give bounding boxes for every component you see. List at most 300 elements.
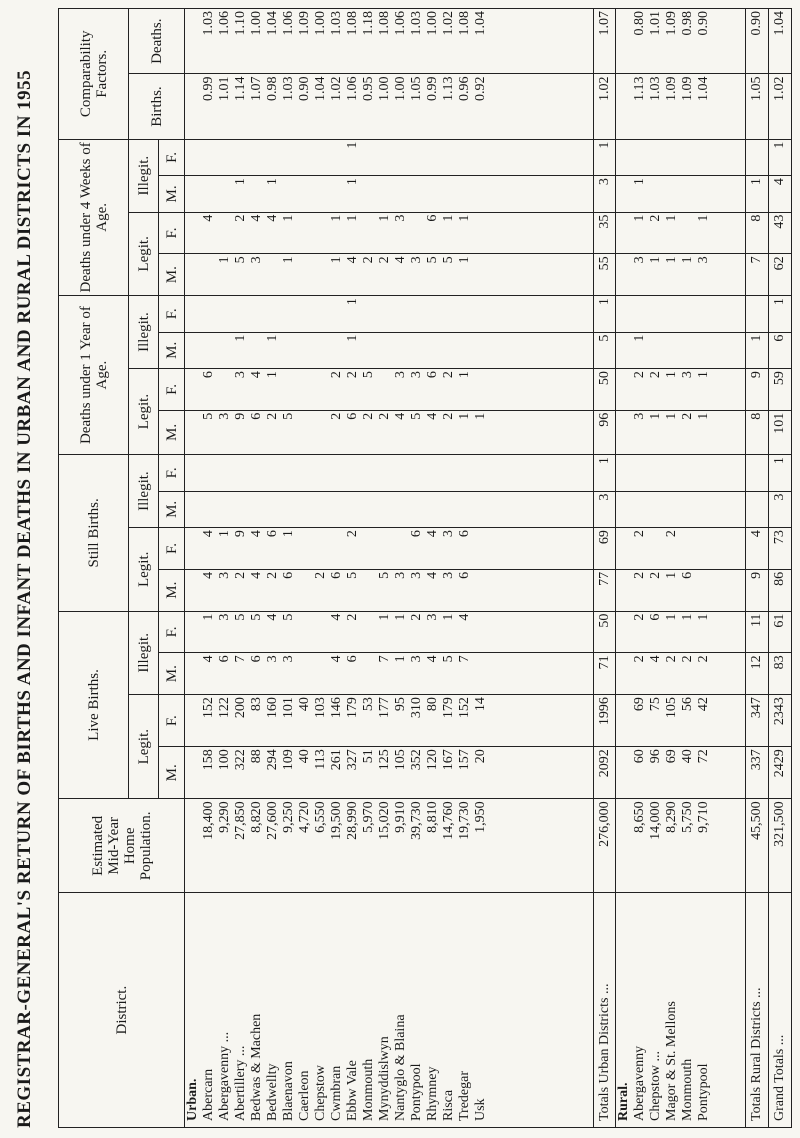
table-cell [265,142,281,174]
table-cell: 0.99 [425,76,440,101]
table-cell: 4 [201,530,216,538]
table-cell: 1.09 [680,76,696,101]
table-cell: 3 [441,530,456,538]
district-name: Bedwellty [265,1063,280,1121]
table-cell: 1.00 [249,11,264,36]
value-column [616,653,746,695]
urban-districts-block [185,9,594,1128]
table-cell: 5 [409,412,424,420]
table-cell: 7 [233,655,248,663]
header-live-births: Live Births. [59,611,129,799]
table-cell [680,142,696,174]
table-cell [297,413,313,452]
table-cell: 75 [648,697,664,712]
table-cell [297,371,313,408]
table-cell: 1 [345,214,360,222]
table-cell: 1 [329,214,344,222]
table-cell [632,457,648,489]
table-cell: 2 [680,655,696,663]
totals-cell: 1.05 [746,74,769,139]
table-cell: 19,730 [457,801,472,840]
table-cell: 53 [361,697,376,712]
totals-cell: 59 [769,369,792,411]
table-cell [313,457,329,489]
value-column [185,410,594,454]
district-column [185,893,594,1128]
table-cell: 39,730 [409,801,424,840]
table-cell: 1.04 [265,11,280,36]
table-cell: 179 [345,697,360,719]
table-cell [425,142,441,174]
totals-cell: 45,500 [746,799,769,893]
totals-cell: 347 [746,695,769,747]
table-cell: 4 [201,214,216,222]
table-cell: 1.02 [441,11,456,36]
table-cell [297,256,313,293]
table-cell [329,178,345,210]
table-cell [696,572,712,609]
value-column [185,139,594,176]
table-cell [441,298,457,330]
table-cell: 1 [664,371,680,379]
table-cell: 3 [393,371,408,379]
grand-totals-row [769,9,792,1128]
table-cell [201,335,217,367]
table-cell [345,457,361,489]
table-cell [297,655,313,692]
blank-line [616,76,632,136]
table-cell: 0.90 [696,11,712,36]
blank-line [185,572,201,609]
header-population: Estimated Mid-Year Home Population. [59,799,185,893]
totals-cell: 86 [769,569,792,611]
table-cell: 5,750 [680,801,696,833]
table-cell: 158 [201,749,216,771]
value-column [185,455,594,492]
table-cell: 6 [457,571,472,579]
district-name: Abergavenny [632,1045,648,1121]
table-cell [217,178,233,210]
table-cell [680,215,696,252]
value-column [616,212,746,254]
totals-cell: 1 [746,176,769,213]
table-cell: 1 [345,298,360,306]
table-cell: 3 [696,256,712,264]
value-column [185,176,594,213]
table-cell: 1.09 [664,11,680,36]
table-cell: 6 [345,655,360,663]
totals-cell [746,139,769,176]
table-cell [313,413,329,452]
value-column [616,74,746,139]
table-cell: 40 [297,697,312,712]
value-column [616,139,746,176]
table-cell [457,298,473,330]
table-cell: 3 [217,571,232,579]
table-cell: 1 [265,371,280,379]
totals-cell: 83 [769,653,792,695]
table-cell: 3 [393,571,408,579]
table-cell: 2 [361,256,376,264]
table-cell [329,298,345,330]
table-cell: 4 [648,655,664,663]
table-cell [313,178,329,210]
table-cell: 1 [648,412,664,420]
table-cell: 1 [345,334,360,342]
table-cell: 125 [377,749,392,771]
totals-cell: 1996 [593,695,616,747]
table-cell: 2 [632,613,648,621]
table-cell: 4 [201,571,216,579]
table-cell: 40 [297,749,312,764]
table-cell [473,298,489,330]
table-cell: 0.92 [473,76,488,101]
totals-cell: 3 [769,491,792,528]
table-cell [361,178,377,210]
table-cell [281,494,297,526]
blank-line [616,298,632,330]
table-cell: 1.00 [377,76,392,101]
table-cell [201,178,217,210]
table-cell: 113 [313,749,328,770]
table-cell: 27,600 [265,801,280,840]
table-cell [297,457,313,489]
table-cell [297,298,313,330]
table-cell: 1 [281,214,296,222]
table-cell [632,494,648,526]
blank-line [185,256,201,293]
table-cell: 4 [425,655,440,663]
table-cell [249,178,265,210]
header-f: F. [159,455,185,492]
table-cell [297,572,313,609]
table-cell: 1 [632,178,648,186]
table-cell [425,335,441,367]
table-cell [297,530,313,567]
table-cell [680,457,696,489]
table-cell: 4 [249,214,264,222]
totals-cell: 1.02 [769,74,792,139]
table-cell: 5,970 [361,801,376,833]
table-cell [393,298,409,330]
totals-cell: 12 [746,653,769,695]
table-cell: 14,760 [441,801,456,840]
value-column [185,74,594,139]
table-cell: 152 [457,697,472,719]
table-cell: 8,820 [249,801,264,833]
totals-cell: 8 [746,410,769,454]
totals-cell: 1 [746,332,769,369]
table-cell [473,215,489,252]
header-f: F. [159,296,185,333]
header-m: M. [159,491,185,528]
table-cell: 1.13 [441,76,456,101]
blank-line [616,614,632,651]
table-cell [265,457,281,489]
table-cell: 1 [233,334,248,342]
table-cell: 1 [281,530,296,538]
table-cell: 1 [233,178,248,186]
table-cell [441,335,457,367]
table-cell [297,215,313,252]
table-cell: 101 [281,697,296,719]
table-cell: 3 [632,412,648,420]
totals-cell: 2092 [593,747,616,799]
table-cell [313,371,329,408]
table-cell: 1.03 [329,11,344,36]
value-column [185,296,594,333]
table-cell: 6 [648,613,664,621]
district-name: Mynyddislwyn [377,1036,392,1121]
table-cell [457,178,473,210]
blank-line [616,256,632,293]
table-cell: 1.08 [377,11,392,36]
table-cell: 3 [265,655,280,663]
table-cell [217,215,233,252]
returns-table-wrapper [58,8,792,1128]
table-cell: 6 [680,571,696,579]
table-cell: 27,850 [233,801,248,840]
header-m: M. [159,653,185,695]
table-cell: 1 [345,141,360,149]
table-cell: 80 [425,697,440,712]
totals-cell: 71 [593,653,616,695]
table-cell: 4 [329,655,344,663]
table-cell [217,298,233,330]
table-cell: 6 [425,214,440,222]
table-cell [409,298,425,330]
table-cell [473,178,489,210]
blank-line [185,335,201,367]
header-f: F. [159,369,185,411]
table-cell [201,142,217,174]
blank-line [616,749,632,796]
table-cell: 1 [265,178,280,186]
totals-cell: 62 [769,254,792,296]
table-cell: 8,810 [425,801,440,833]
table-cell: 1 [473,412,488,420]
table-cell [313,530,329,567]
table-cell [680,298,696,330]
header-1yr-legit: Legit. [129,369,159,455]
table-cell [249,494,265,526]
blank-line [185,76,201,136]
table-cell [265,256,281,293]
table-cell [361,655,377,692]
value-column [185,528,594,570]
table-cell [377,142,393,174]
table-cell: 5 [425,256,440,264]
table-cell [648,457,664,489]
table-cell: 3 [425,613,440,621]
blank-line [185,178,201,210]
table-cell: 1 [329,256,344,264]
table-cell: 1 [664,214,680,222]
table-cell: 2 [233,214,248,222]
table-cell [409,215,425,252]
table-cell: 1.18 [361,11,376,36]
table-cell [409,142,425,174]
district-name: Ebbw Vale [345,1060,360,1121]
table-cell: 1.00 [393,76,408,101]
table-cell [393,457,409,489]
totals-cell: 43 [769,212,792,254]
table-cell: 9,710 [696,801,712,833]
district-name: Pontypool [696,1063,712,1121]
table-cell: 1.06 [345,76,360,101]
table-cell: 2 [696,655,712,663]
table-cell [457,457,473,489]
header-live-illegit: Illegit. [129,611,159,695]
table-cell: 2 [664,530,680,538]
table-cell [409,457,425,489]
value-column [185,254,594,296]
totals-cell: 1.04 [769,9,792,74]
table-cell [696,298,712,330]
table-cell [361,215,377,252]
table-cell: 4 [249,371,264,379]
table-cell: 4 [457,613,472,621]
blank-line [185,298,201,330]
table-cell: 3 [217,613,232,621]
table-cell [680,494,696,526]
table-cell [233,494,249,526]
returns-table [58,8,792,1128]
table-cell [393,530,409,567]
value-column [185,799,594,893]
table-cell [265,494,281,526]
table-cell: 51 [361,749,376,764]
table-cell [393,178,409,210]
table-cell: 1 [457,371,472,379]
blank-line [185,413,201,452]
section-heading: Urban. [185,1078,200,1121]
totals-label: Totals Rural Districts ... [746,893,769,1128]
table-cell [441,178,457,210]
table-cell [664,298,680,330]
table-cell: 1.01 [648,11,664,36]
table-cell: 1 [441,613,456,621]
table-cell [425,298,441,330]
blank-line [185,11,201,71]
table-cell: 1.06 [393,11,408,36]
table-cell: 1 [457,256,472,264]
table-cell [441,457,457,489]
table-cell [313,298,329,330]
table-cell [217,335,233,367]
table-cell: 3 [217,412,232,420]
table-cell [377,178,393,210]
table-cell: 15,020 [377,801,392,840]
table-cell: 122 [217,697,232,719]
table-cell: 5 [441,256,456,264]
table-cell: 2 [632,530,648,538]
header-m: M. [159,569,185,611]
totals-cell: 1 [593,139,616,176]
table-cell: 0.80 [632,11,648,36]
table-cell: 0.98 [680,11,696,36]
blank-line [616,801,632,890]
table-cell: 60 [632,749,648,764]
totals-cell [746,491,769,528]
district-name: Monmouth [361,1058,376,1121]
table-cell: 1 [217,256,232,264]
table-cell: 4 [329,613,344,621]
table-cell: 2 [632,371,648,379]
rural-totals-row [746,9,769,1128]
table-cell: 1 [201,613,216,621]
table-cell: 0.99 [201,76,216,101]
header-1yr-illegit: Illegit. [129,296,159,369]
table-cell [361,494,377,526]
table-cell [664,142,680,174]
table-cell [473,530,489,567]
table-cell [377,494,393,526]
district-name: Risca [441,1089,456,1121]
totals-cell: 55 [593,254,616,296]
header-m: M. [159,254,185,296]
totals-cell: 2343 [769,695,792,747]
table-cell [329,142,345,174]
header-f: F. [159,528,185,570]
district-name: Usk [473,1098,488,1121]
table-cell [377,335,393,367]
table-cell [648,178,664,210]
table-cell: 3 [409,371,424,379]
table-cell [680,178,696,210]
table-cell: 3 [249,256,264,264]
totals-cell: 0.90 [746,9,769,74]
totals-cell: 8 [746,212,769,254]
table-cell: 2 [377,256,392,264]
table-cell: 2 [329,412,344,420]
header-f: F. [159,139,185,176]
table-cell [361,530,377,567]
table-cell [377,371,393,408]
table-cell: 3 [409,655,424,663]
table-cell [648,142,664,174]
table-cell [696,335,712,367]
blank-line [185,801,201,890]
table-cell: 6 [457,530,472,538]
table-cell: 6,550 [313,801,328,833]
table-cell: 0.96 [457,76,472,101]
table-cell [217,457,233,489]
table-cell [345,494,361,526]
table-cell: 352 [409,749,424,771]
table-cell [473,655,489,692]
table-cell: 160 [265,697,280,719]
totals-cell: 1.07 [593,9,616,74]
table-cell [680,530,696,567]
table-cell [409,178,425,210]
table-cell: 1.14 [233,76,248,101]
district-name: Bedwas & Machen [249,1013,264,1121]
table-cell: 2 [361,412,376,420]
district-name: Cwmbran [329,1065,344,1121]
totals-cell: 7 [746,254,769,296]
table-cell [473,457,489,489]
blank-line [185,749,201,796]
table-cell: 1.04 [696,76,712,101]
table-cell: 146 [329,697,344,719]
table-cell: 1.04 [473,11,488,36]
district-name: Chepstow [313,1065,328,1121]
table-cell [233,142,249,174]
table-cell: 2 [409,613,424,621]
blank-line [616,494,632,526]
table-cell: 4 [265,613,280,621]
